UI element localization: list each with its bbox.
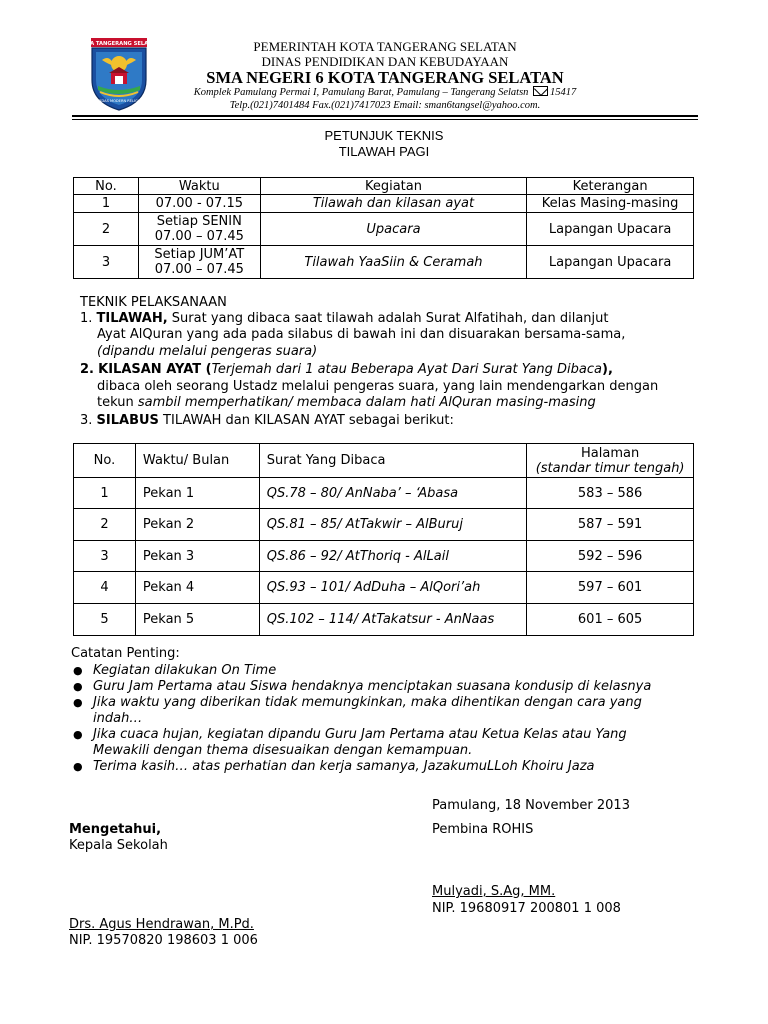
bullet-icon: ● [73, 680, 83, 693]
cell-kegiatan: Tilawah dan kilasan ayat [260, 195, 526, 213]
catatan-item: Guru Jam Pertama atau Siswa hendaknya menciptakan suasana kondusip di kelasnya [93, 679, 652, 694]
line-text: tekun [97, 395, 138, 410]
cell-halaman: 583 – 586 [527, 478, 694, 509]
teknik-item-1 [80, 311, 608, 326]
table-header-row [74, 178, 694, 195]
cell-surat: QS.86 – 92/ AtThoriq - AlLail [259, 541, 526, 572]
catatan-item: Kegiatan dilakukan On Time [93, 663, 277, 678]
cell-waktu: Pekan 2 [135, 509, 259, 541]
table-row [74, 509, 694, 541]
cell-waktu: Pekan 1 [135, 478, 259, 509]
letterhead-government: PEMERINTAH KOTA TANGERANG SELATAN [253, 39, 517, 54]
pembina-nip: NIP. 19680917 200801 1 008 [432, 901, 621, 916]
header-rule-thin [72, 119, 698, 120]
cell-halaman: 597 – 601 [527, 572, 694, 604]
table-row [74, 195, 694, 213]
catatan-item: Jika waktu yang diberikan tidak memungkinkan, maka dihentikan dengan cara yang [93, 695, 642, 710]
kepala-nip: NIP. 19570820 198603 1 006 [69, 933, 258, 948]
bullet-icon: ● [73, 728, 83, 741]
table-row [74, 572, 694, 604]
cell-waktu: Pekan 4 [135, 572, 259, 604]
teknik-item-2-line3 [97, 395, 596, 410]
document-title: PETUNJUK TEKNIS [324, 128, 444, 143]
item-number: 2. [80, 362, 94, 377]
header-rule-thick [72, 115, 698, 117]
halaman-sub: (standar timur tengah) [535, 460, 685, 476]
cell-no: 1 [74, 195, 139, 213]
item-text: Surat yang dibaca saat tilawah adalah Surat Alfatihah, dan dilanjut [167, 311, 609, 326]
letterhead-department: DINAS PENDIDIKAN DAN KEBUDAYAAN [261, 54, 509, 69]
cell-kegiatan: Upacara [260, 213, 526, 246]
cell-waktu: Pekan 3 [135, 541, 259, 572]
item-bold: TILAWAH, [96, 311, 168, 326]
cell-surat: QS.78 – 80/ AnNaba’ – ‘Abasa [259, 478, 526, 509]
teknik-heading: TEKNIK PELAKSANAAN [80, 295, 227, 310]
item-close: ), [602, 362, 613, 377]
col-waktu: Waktu/ Bulan [135, 444, 259, 478]
bullet-icon: ● [73, 760, 83, 773]
cell-halaman: 601 – 605 [527, 604, 694, 636]
waktu-line: Setiap JUM’AT [154, 247, 245, 262]
table-header-row [74, 444, 694, 478]
letterhead-address [160, 86, 610, 98]
halaman-label: Halaman [581, 445, 640, 461]
kepala-title: Kepala Sekolah [69, 838, 168, 853]
item-number: 1. [80, 311, 93, 326]
silabus-table [73, 443, 694, 636]
cell-halaman: 592 – 596 [527, 541, 694, 572]
teknik-item-1-line2: Ayat AlQuran yang ada pada silabus di bawah ini dan disuarakan bersama-sama, [97, 327, 626, 342]
table-row [74, 246, 694, 279]
line-italic: sambil memperhatikan/ membaca dalam hati AlQuran masing-masing [137, 395, 596, 410]
logo-text: KOTA TANGERANG SELATAN [78, 41, 160, 47]
address-text: Komplek Pamulang Permai I, Pamulang Barat, Pamulang – Tangerang Selatsn [193, 87, 529, 98]
cell-no: 2 [74, 213, 139, 246]
cell-waktu [138, 246, 260, 279]
kepala-name: Drs. Agus Hendrawan, M.Pd. [69, 917, 254, 932]
item-italic: Terjemah dari 1 atau Beberapa Ayat Dari Surat Yang Dibaca [211, 362, 602, 377]
table-row [74, 213, 694, 246]
col-surat: Surat Yang Dibaca [259, 444, 526, 478]
teknik-item-2 [80, 362, 613, 377]
cell-keterangan: Kelas Masing-masing [527, 195, 694, 213]
col-no: No. [74, 178, 139, 195]
cell-surat: QS.93 – 101/ AdDuha – AlQori’ah [259, 572, 526, 604]
catatan-item: Terima kasih… atas perhatian dan kerja samanya, JazakumuLLoh Khoiru Jaza [93, 759, 595, 774]
cell-no: 4 [74, 572, 136, 604]
bullet-icon: ● [73, 664, 83, 677]
col-waktu: Waktu [138, 178, 260, 195]
catatan-heading: Catatan Penting: [71, 646, 180, 661]
cell-no: 2 [74, 509, 136, 541]
place-date: Pamulang, 18 November 2013 [432, 798, 630, 813]
pembina-name: Mulyadi, S.Ag, MM. [432, 884, 556, 899]
mengetahui-label: Mengetahui, [69, 822, 162, 837]
table-row [74, 478, 694, 509]
teknik-item-3 [80, 413, 454, 428]
cell-waktu: Pekan 5 [135, 604, 259, 636]
cell-keterangan: Lapangan Upacara [527, 213, 694, 246]
item-number: 3. [80, 413, 93, 428]
school-logo [78, 36, 160, 112]
cell-halaman: 587 – 591 [527, 509, 694, 541]
waktu-line: Setiap SENIN [156, 214, 242, 229]
cell-no: 3 [74, 541, 136, 572]
cell-waktu: 07.00 - 07.15 [138, 195, 260, 213]
teknik-item-2-line2: dibaca oleh seorang Ustadz melalui pengeras suara, yang lain mendengarkan dengan [97, 379, 659, 394]
col-no: No. [74, 444, 136, 478]
cell-surat: QS.102 – 114/ AtTakatsur - AnNaas [259, 604, 526, 636]
item-bold: KILASAN AYAT ( [98, 362, 212, 377]
letterhead-school: SMA NEGERI 6 KOTA TANGERANG SELATAN [206, 68, 564, 87]
document-subtitle: TILAWAH PAGI [338, 144, 430, 159]
letterhead-contact: Telp.(021)7401484 Fax.(021)7417023 Email: sman6tangsel@yahoo.com. [229, 100, 541, 111]
cell-surat: QS.81 – 85/ AtTakwir – AlBuruj [259, 509, 526, 541]
cell-no: 3 [74, 246, 139, 279]
cell-waktu [138, 213, 260, 246]
teknik-item-1-line3: (dipandu melalui pengeras suara) [97, 344, 318, 359]
cell-no: 5 [74, 604, 136, 636]
pembina-title: Pembina ROHIS [432, 822, 534, 837]
cell-kegiatan: Tilawah YaaSiin & Ceramah [260, 246, 526, 279]
bullet-icon: ● [73, 696, 83, 709]
col-keterangan: Keterangan [527, 178, 694, 195]
envelope-icon [533, 86, 548, 96]
catatan-item-cont: Mewakili dengan thema disesuaikan dengan kemampuan. [93, 743, 473, 758]
cell-keterangan: Lapangan Upacara [527, 246, 694, 279]
col-halaman [527, 444, 694, 478]
logo-motto: CERDAS MODERN RELIGIUS [94, 99, 144, 103]
item-text: TILAWAH dan KILASAN AYAT sebagai berikut: [158, 413, 454, 428]
catatan-item: Jika cuaca hujan, kegiatan dipandu Guru Jam Pertama atau Ketua Kelas atau Yang [93, 727, 627, 742]
table-row [74, 541, 694, 572]
waktu-line: 07.00 – 07.45 [154, 229, 244, 244]
schedule-table [73, 177, 694, 279]
cell-no: 1 [74, 478, 136, 509]
postal-code: 15417 [550, 87, 577, 98]
table-row [74, 604, 694, 636]
catatan-item-cont: indah… [93, 711, 143, 726]
waktu-line: 07.00 – 07.45 [154, 262, 244, 277]
col-kegiatan: Kegiatan [260, 178, 526, 195]
item-bold: SILABUS [96, 413, 159, 428]
